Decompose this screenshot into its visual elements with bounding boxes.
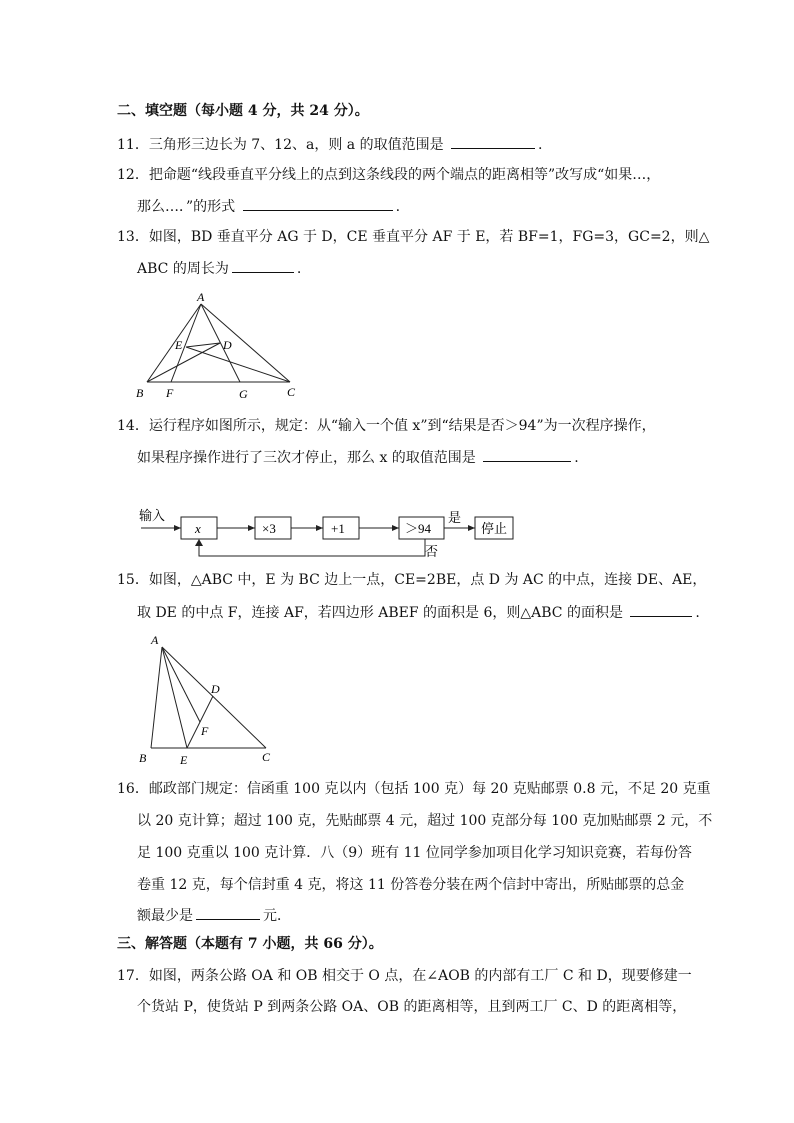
label-e: E bbox=[180, 753, 188, 767]
label-g: G bbox=[239, 387, 248, 401]
segment-ab bbox=[147, 304, 201, 382]
question-16-line-4: 卷重 12 克，每个信封重 4 克，将这 11 份答卷分装在两个信封中寄出，所贴邮票的总金 bbox=[137, 877, 685, 893]
answer-blank[interactable] bbox=[243, 196, 393, 211]
label-a: A bbox=[151, 633, 159, 647]
label-e: E bbox=[175, 338, 183, 352]
question-13-line-2 bbox=[137, 258, 301, 279]
box-stop-text: 停止 bbox=[481, 521, 508, 536]
question-number: 14． bbox=[117, 418, 149, 434]
question-11 bbox=[117, 134, 543, 155]
question-text: 如图，BD 垂直平分 AG 于 D，CE 垂直平分 AF 于 E，若 BF=1，FG=3，GC=2，则△ bbox=[148, 229, 710, 245]
label-f: F bbox=[166, 386, 174, 400]
arrow-loop-back bbox=[199, 539, 425, 556]
question-text: ABC 的周长为 bbox=[137, 261, 229, 277]
question-text: 额最少是 bbox=[137, 908, 193, 924]
question-text: 取 DE 的中点 F，连接 AF，若四边形 ABEF 的面积是 6，则△ABC 的面积是 bbox=[137, 605, 623, 621]
question-16-line-2: 以 20 克计算；超过 100 克，先贴邮票 4 元，超过 100 克部分每 100 克加贴邮票 2 元，不 bbox=[137, 813, 713, 829]
question-number: 15． bbox=[117, 572, 149, 588]
question-text: 邮政部门规定：信函重 100 克以内（包括 100 克）每 20 克贴邮票 0.8 元，不足 20 克重 bbox=[148, 781, 711, 797]
question-text: 运行程序如图所示，规定：从“输入一个值 x”到“结果是否＞94”为一次程序操作， bbox=[148, 418, 656, 434]
segment-ag bbox=[201, 304, 240, 382]
question-16-line-5 bbox=[137, 905, 291, 926]
question-14-line-1 bbox=[117, 416, 656, 436]
question-text-end: 元． bbox=[263, 908, 291, 924]
section-3-heading: 三、解答题（本题有 7 小题，共 66 分）。 bbox=[117, 936, 383, 952]
question-number: 17． bbox=[117, 968, 149, 984]
label-input: 输入 bbox=[139, 508, 166, 523]
question-16-line-1 bbox=[117, 779, 711, 799]
question-text: 那么…．”的形式 bbox=[137, 199, 236, 215]
question-text: 把命题“线段垂直平分线上的点到这条线段的两个端点的距离相等”改写成“如果…， bbox=[148, 167, 661, 183]
question-text: 如图，△ABC 中，E 为 BC 边上一点，CE=2BE，点 D 为 AC 的中点，连接 DE、AE， bbox=[148, 572, 707, 588]
label-f: F bbox=[201, 724, 209, 738]
label-b: B bbox=[139, 751, 147, 765]
program-flowchart-q14 bbox=[135, 500, 520, 562]
box-add-text: +1 bbox=[331, 521, 345, 536]
question-17-line-1 bbox=[117, 966, 692, 986]
period: . bbox=[538, 137, 543, 153]
answer-blank[interactable] bbox=[630, 602, 692, 617]
section-2-heading: 二、填空题（每小题 4 分，共 24 分）。 bbox=[117, 103, 369, 119]
answer-blank[interactable] bbox=[232, 258, 294, 273]
question-13-line-1 bbox=[117, 227, 709, 247]
period: . bbox=[695, 605, 700, 621]
question-number: 13． bbox=[117, 229, 149, 245]
label-c: C bbox=[262, 750, 271, 764]
answer-blank[interactable] bbox=[451, 134, 535, 149]
triangle-figure-q15 bbox=[135, 630, 285, 770]
label-d: D bbox=[223, 338, 232, 352]
label-yes: 是 bbox=[448, 510, 462, 525]
label-c: C bbox=[287, 385, 296, 399]
question-number: 12． bbox=[117, 167, 149, 183]
question-number: 16． bbox=[117, 781, 149, 797]
label-b: B bbox=[136, 386, 144, 400]
box-multiply-text: ×3 bbox=[262, 521, 276, 536]
box-x-text: x bbox=[195, 521, 201, 536]
answer-blank[interactable] bbox=[483, 447, 571, 462]
question-12-line-1 bbox=[117, 165, 660, 185]
segment-ce bbox=[186, 347, 290, 382]
question-16-line-3: 足 100 克重以 100 克计算．八（9）班有 11 位同学参加项目化学习知识竞赛，若每份答 bbox=[137, 845, 692, 861]
question-text: 三角形三边长为 7、12、a，则 a 的取值范围是 bbox=[148, 137, 444, 153]
segment-ab bbox=[151, 647, 162, 748]
period: . bbox=[574, 450, 579, 466]
answer-blank[interactable] bbox=[196, 905, 260, 920]
question-text: 如果程序操作进行了三次才停止，那么 x 的取值范围是 bbox=[137, 450, 476, 466]
period: . bbox=[296, 261, 302, 277]
label-a: A bbox=[197, 290, 205, 304]
segment-af bbox=[162, 647, 200, 722]
period: . bbox=[395, 199, 401, 215]
question-15-line-1 bbox=[117, 570, 706, 590]
question-text: 如图，两条公路 OA 和 OB 相交于 O 点，在∠AOB 的内部有工厂 C 和 D，现要修建一 bbox=[148, 968, 692, 984]
box-compare-text: ＞94 bbox=[405, 521, 432, 536]
question-14-line-2 bbox=[137, 447, 579, 468]
segment-ac bbox=[201, 304, 290, 382]
triangle-figure-q13 bbox=[130, 285, 310, 405]
loop-arrowhead bbox=[195, 539, 203, 546]
question-17-line-2: 个货站 P，使货站 P 到两条公路 OA、OB 的距离相等，且到两工厂 C、D 的距离相等， bbox=[137, 999, 687, 1015]
question-12-line-2 bbox=[137, 196, 400, 217]
segment-ac bbox=[162, 647, 266, 748]
question-number: 11． bbox=[117, 137, 149, 153]
segment-ae bbox=[162, 647, 187, 748]
label-d: D bbox=[211, 682, 220, 696]
label-no: 否 bbox=[425, 544, 439, 559]
question-15-line-2 bbox=[137, 602, 700, 623]
segment-ed bbox=[186, 343, 220, 347]
